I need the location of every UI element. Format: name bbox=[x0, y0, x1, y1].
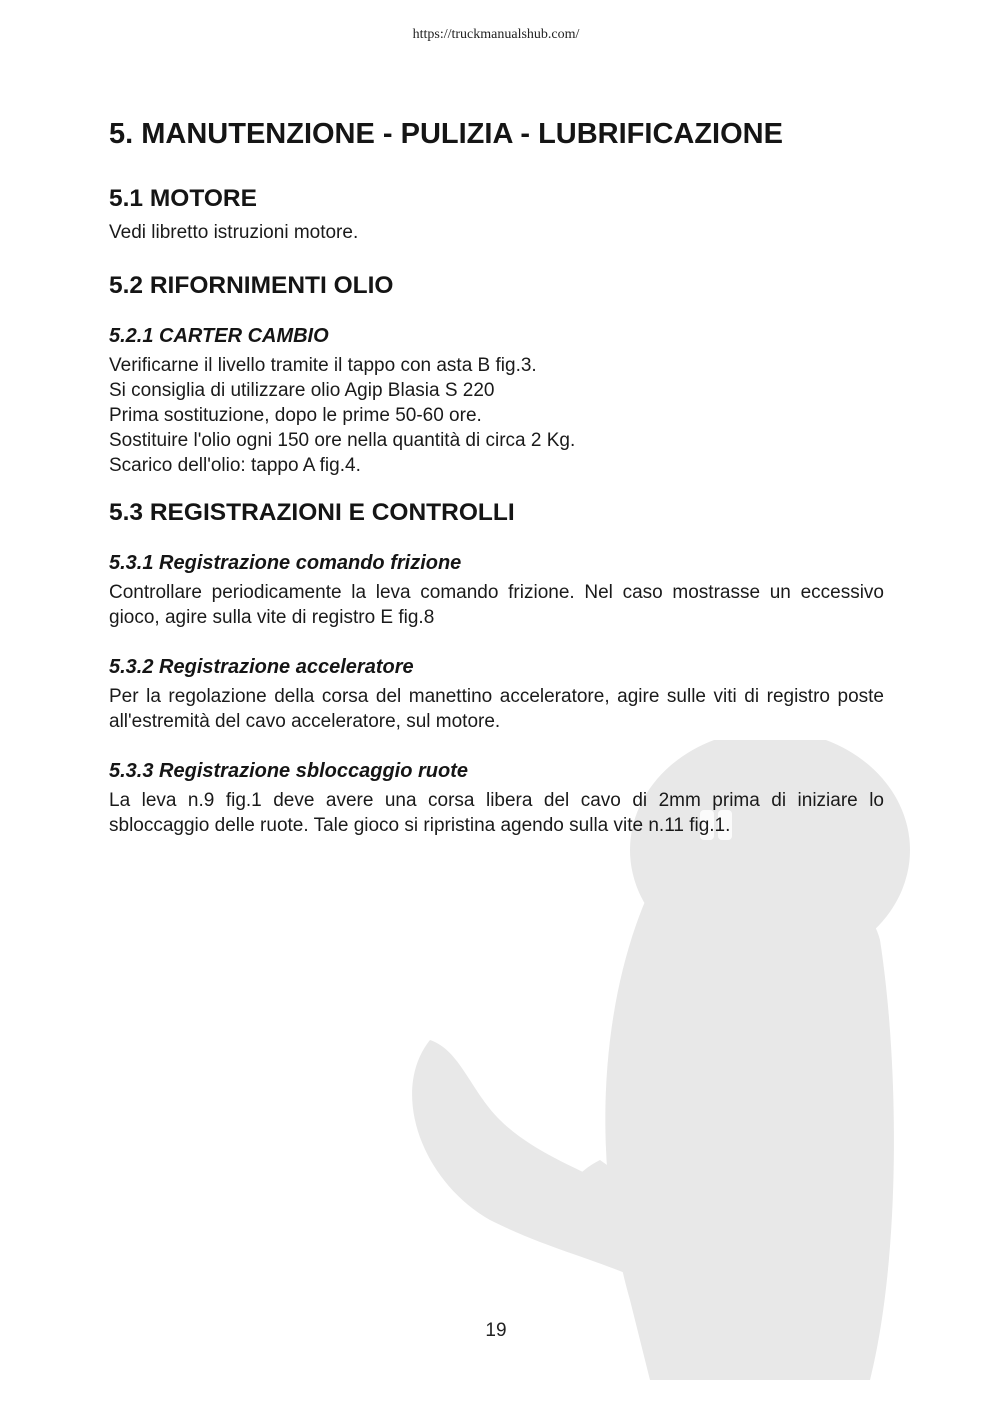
section-5-2-1-heading: 5.2.1 CARTER CAMBIO bbox=[109, 325, 329, 347]
section-5-3-2-heading: 5.3.2 Registrazione acceleratore bbox=[109, 656, 414, 678]
section-5-3-3-heading: 5.3.3 Registrazione sbloccaggio ruote bbox=[109, 760, 468, 782]
section-5-3-1-heading: 5.3.1 Registrazione comando frizione bbox=[109, 552, 462, 574]
section-5-1 bbox=[109, 184, 884, 245]
document-title: 5. MANUTENZIONE - PULIZIA - LUBRIFICAZIONE bbox=[109, 118, 783, 150]
section-5-1-heading: 5.1 MOTORE bbox=[109, 185, 257, 212]
document-body bbox=[109, 112, 884, 838]
page-number: 19 bbox=[485, 1320, 507, 1341]
section-5-3-3 bbox=[109, 758, 884, 838]
section-5-3-1 bbox=[109, 550, 884, 630]
section-5-3-2-text: Per la regolazione della corsa del manettino acceleratore, agire sulle viti di registro poste all'estremità del cavo acceleratore, sul motore. bbox=[109, 686, 884, 732]
section-5-3 bbox=[109, 498, 884, 838]
carter-line-5: Scarico dell'olio: tappo A fig.4. bbox=[109, 455, 361, 476]
section-5-3-1-text: Controllare periodicamente la leva comando frizione. Nel caso mostrasse un eccessivo gioco, agire sulla vite di registro E fig.8 bbox=[109, 582, 884, 628]
section-5-1-text: Vedi libretto istruzioni motore. bbox=[109, 222, 359, 243]
section-5-3-heading: 5.3 REGISTRAZIONI E CONTROLLI bbox=[109, 499, 515, 526]
section-5-3-3-text: La leva n.9 fig.1 deve avere una corsa libera del cavo di 2mm prima di iniziare lo sbloccaggio delle ruote. Tale gioco si ripristina agendo sulla vite n.11 fig.1. bbox=[109, 790, 884, 836]
section-5-2-heading: 5.2 RIFORNIMENTI OLIO bbox=[109, 272, 394, 299]
header-url: https://truckmanualshub.com/ bbox=[412, 27, 580, 42]
section-5-2 bbox=[109, 271, 884, 478]
carter-line-2: Si consiglia di utilizzare olio Agip Blasia S 220 bbox=[109, 380, 495, 401]
section-5-3-2 bbox=[109, 654, 884, 734]
carter-line-3: Prima sostituzione, dopo le prime 50-60 ore. bbox=[109, 405, 482, 426]
carter-line-4: Sostituire l'olio ogni 150 ore nella quantità di circa 2 Kg. bbox=[109, 430, 576, 451]
carter-line-1: Verificarne il livello tramite il tappo con asta B fig.3. bbox=[109, 355, 537, 376]
